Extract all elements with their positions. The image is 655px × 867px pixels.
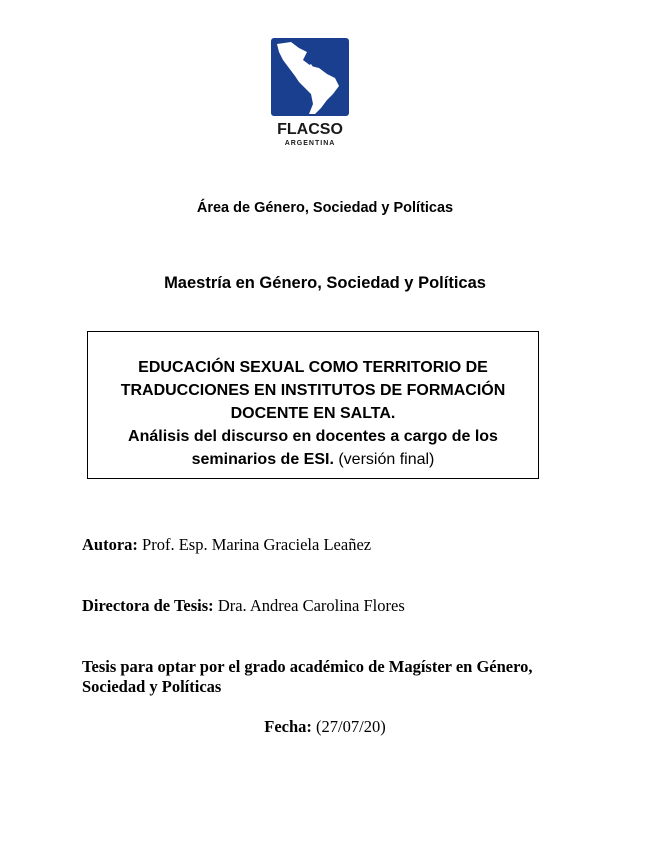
- program-heading: Maestría en Género, Sociedad y Políticas: [164, 274, 486, 292]
- flacso-map-icon: [269, 38, 351, 148]
- date-line: [0, 717, 650, 737]
- title-line-1: EDUCACIÓN SEXUAL COMO TERRITORIO DE: [138, 359, 488, 376]
- director-value: Dra. Andrea Carolina Flores: [217, 596, 405, 615]
- thesis-degree-line: Tesis para optar por el grado académico de Magíster en Género, Sociedad y Políticas: [82, 657, 533, 696]
- author-line: [82, 535, 371, 555]
- author-label: Autora:: [82, 535, 138, 554]
- logo-text: FLACSO: [277, 121, 343, 138]
- director-label: Directora de Tesis:: [82, 596, 214, 615]
- logo-subtitle: ARGENTINA: [284, 140, 336, 147]
- title-line-5-text: seminarios de ESI.: [191, 451, 334, 468]
- author-value: Prof. Esp. Marina Graciela Leañez: [142, 535, 372, 554]
- area-heading: Área de Género, Sociedad y Políticas: [196, 200, 454, 216]
- thesis-title-box: [87, 331, 539, 479]
- title-line-5: [88, 448, 538, 471]
- flacso-logo: [269, 38, 351, 148]
- title-line-3: DOCENTE EN SALTA.: [230, 405, 396, 422]
- title-line-4: Análisis del discurso en docentes a cargo de los: [128, 428, 498, 445]
- director-line: [82, 596, 405, 616]
- title-version: (versión final): [338, 451, 435, 468]
- date-label: Fecha:: [264, 717, 312, 736]
- date-value: (27/07/20): [316, 717, 386, 736]
- title-line-2: TRADUCCIONES EN INSTITUTOS DE FORMACIÓN: [120, 382, 506, 399]
